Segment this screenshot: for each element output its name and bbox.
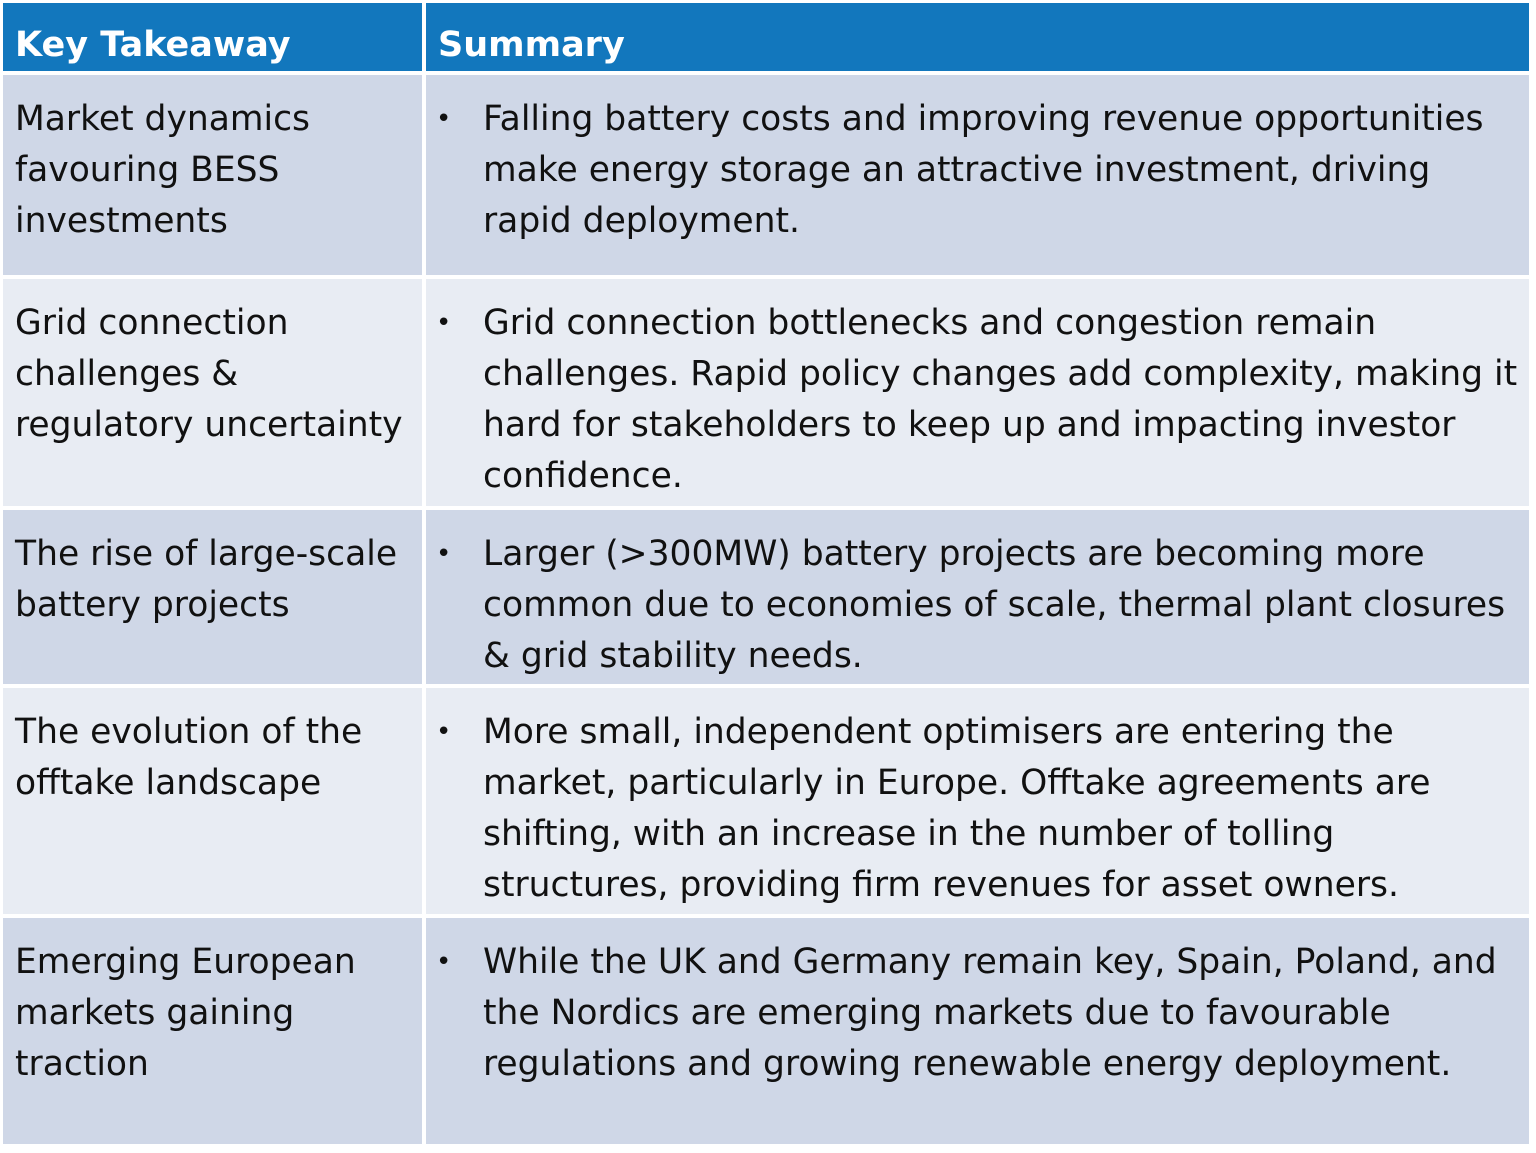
header-summary: Summary <box>426 3 1529 71</box>
bullet-icon: • <box>436 717 452 747</box>
row-2-key: Grid connection challenges & regulatory uncertainty <box>3 279 422 506</box>
row-3-summary <box>426 510 1529 684</box>
row-2-summary <box>426 279 1529 506</box>
row-1-summary-text: Falling battery costs and improving revenue opportunities make energy storage an attractive investment, driving rapid deployment. <box>483 99 1484 241</box>
row-4-summary-text: More small, independent optimisers are entering the market, particularly in Europe. Offtake agreements are shifting, with an increase in the number of tolling structures, providing firm revenues for asset owners. <box>483 712 1431 905</box>
row-1-key: Market dynamics favouring BESS investments <box>3 75 422 275</box>
bullet-icon: • <box>436 539 452 569</box>
row-5-key: Emerging European markets gaining traction <box>3 918 422 1144</box>
row-5-summary-text: While the UK and Germany remain key, Spain, Poland, and the Nordics are emerging markets due to favourable regulations and growing renewable energy deployment. <box>483 942 1497 1084</box>
row-5-summary <box>426 918 1529 1144</box>
bullet-icon: • <box>436 308 452 338</box>
row-4-summary <box>426 688 1529 914</box>
takeaways-table <box>3 3 1529 1144</box>
header-key-takeaway: Key Takeaway <box>3 3 422 71</box>
row-1-summary <box>426 75 1529 275</box>
bullet-icon: • <box>436 104 452 134</box>
row-3-summary-text: Larger (>300MW) battery projects are becoming more common due to economies of scale, thermal plant closures & grid stability needs. <box>483 534 1506 676</box>
row-4-key: The evolution of the offtake landscape <box>3 688 422 914</box>
row-2-summary-text: Grid connection bottlenecks and congestion remain challenges. Rapid policy changes add complexity, making it hard for stakeholders to keep up and impacting investor confidence. <box>483 303 1518 496</box>
row-3-key: The rise of large-scale battery projects <box>3 510 422 684</box>
bullet-icon: • <box>436 947 452 977</box>
